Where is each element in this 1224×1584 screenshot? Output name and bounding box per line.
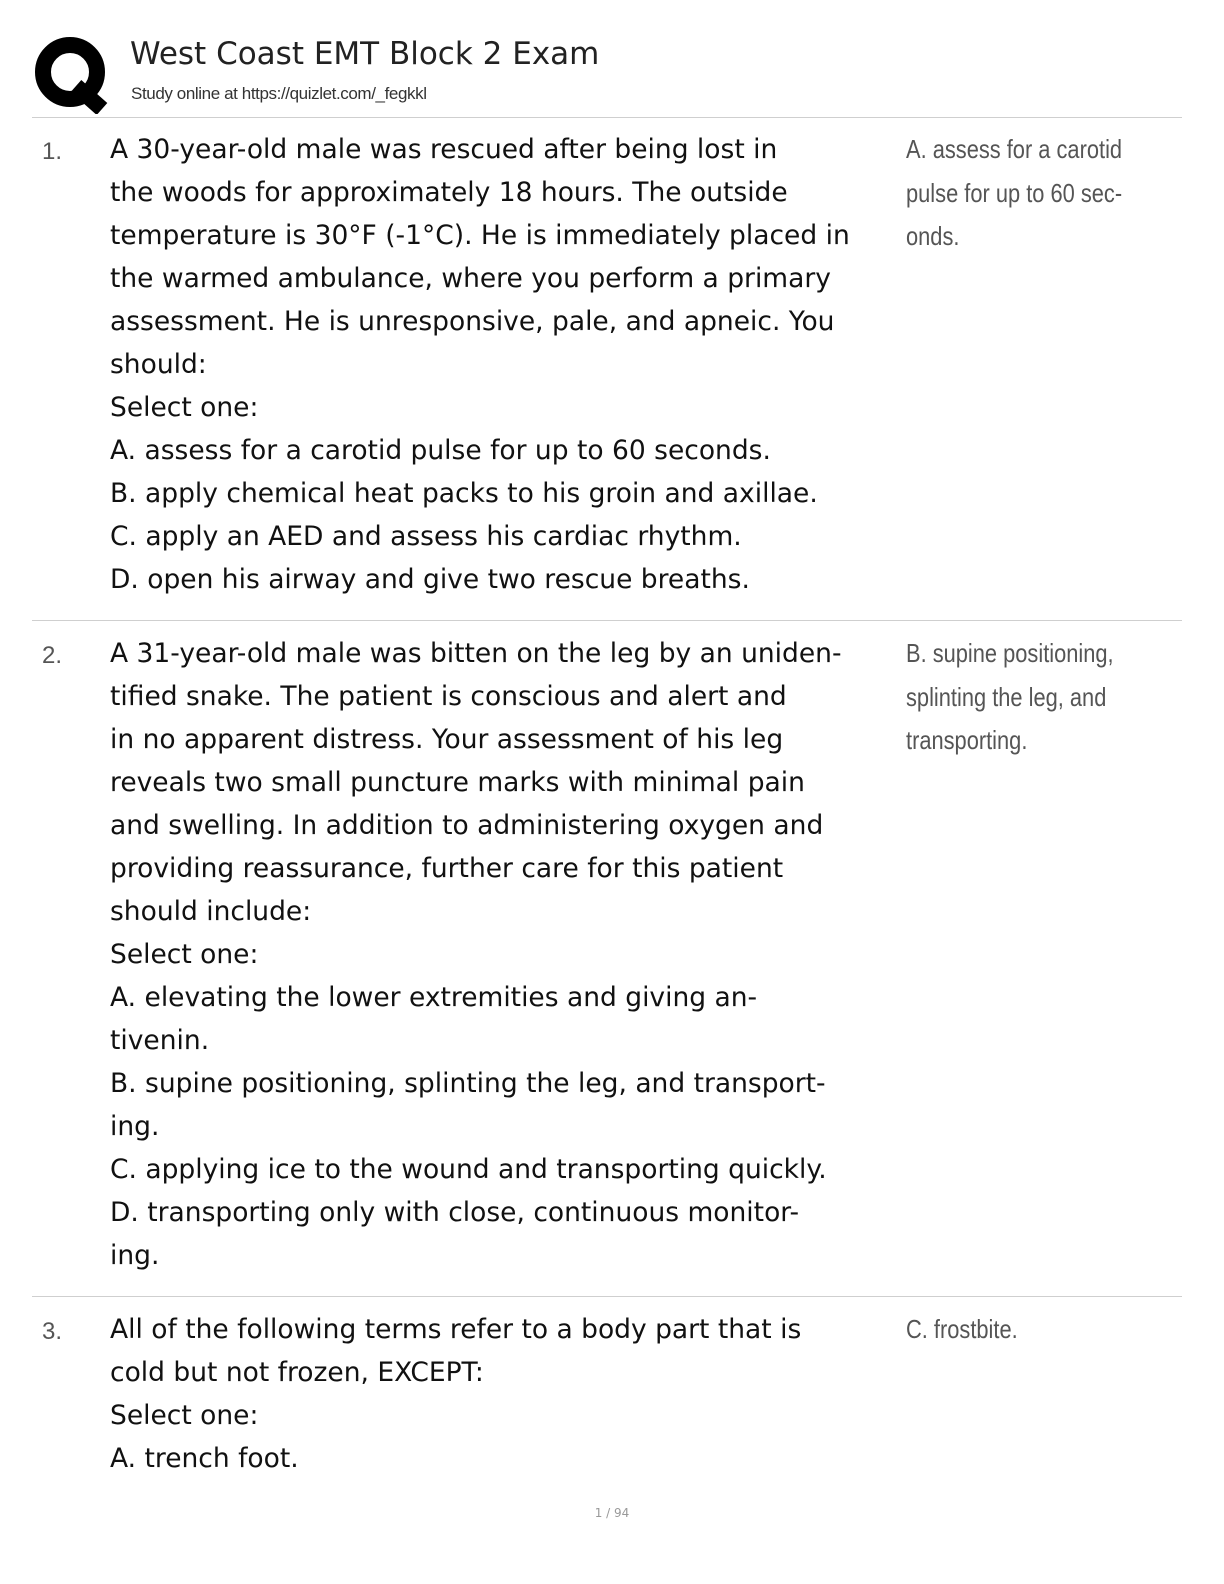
question-line: should: [110, 349, 207, 380]
option-b-continued: ing. [110, 1111, 160, 1142]
answer-line: B. supine positioning, [906, 638, 1114, 668]
study-online-link[interactable]: Study online at https://quizlet.com/_fegkkl [131, 84, 427, 103]
question-text [110, 128, 900, 601]
answer-text [906, 1308, 1116, 1352]
answer-line: C. frostbite. [906, 1314, 1018, 1344]
question-line: providing reassurance, further care for this patient [110, 853, 784, 884]
option-a-continued: tivenin. [110, 1025, 210, 1056]
option-d-continued: ing. [110, 1240, 160, 1271]
question-line: and swelling. In addition to administering oxygen and [110, 810, 824, 841]
question-line: tified snake. The patient is conscious and alert and [110, 681, 787, 712]
question-line: cold but not frozen, EXCEPT: [110, 1357, 484, 1388]
answer-line: pulse for up to 60 sec- [906, 177, 1123, 208]
option-b: B. apply chemical heat packs to his groin and axillae. [110, 478, 818, 509]
question-line: the warmed ambulance, where you perform a primary [110, 263, 831, 294]
document-title: West Coast EMT Block 2 Exam [130, 36, 600, 72]
option-a: A. assess for a carotid pulse for up to 60 seconds. [110, 435, 771, 466]
question-line: assessment. He is unresponsive, pale, and apneic. You [110, 306, 835, 337]
question-text [110, 632, 900, 1277]
option-d: D. transporting only with close, continuous monitor- [110, 1197, 800, 1228]
option-d: D. open his airway and give two rescue breaths. [110, 564, 750, 595]
select-one-label: Select one: [110, 939, 259, 970]
question-number: 3. [42, 1318, 63, 1345]
answer-line: onds. [906, 221, 960, 251]
select-one-label: Select one: [110, 392, 259, 423]
option-a: A. elevating the lower extremities and giving an- [110, 982, 758, 1013]
question-number: 2. [42, 642, 63, 669]
option-c: C. apply an AED and assess his cardiac rhythm. [110, 521, 742, 552]
option-b: B. supine positioning, splinting the leg, and transport- [110, 1068, 826, 1099]
answer-text [906, 632, 1116, 763]
answer-text [906, 128, 1123, 259]
option-a: A. trench foot. [110, 1443, 299, 1474]
divider [32, 620, 1182, 621]
question-text [110, 1308, 900, 1480]
question-line: should include: [110, 896, 312, 927]
question-number: 1. [42, 138, 63, 165]
question-line: reveals two small puncture marks with minimal pain [110, 767, 805, 798]
answer-line: A. assess for a carotid [906, 134, 1123, 164]
select-one-label: Select one: [110, 1400, 259, 1431]
quizlet-logo-icon [32, 34, 112, 114]
question-line: temperature is 30°F (-1°C). He is immediately placed in [110, 220, 850, 251]
divider [32, 117, 1182, 118]
question-line: in no apparent distress. Your assessment of his leg [110, 724, 784, 755]
page-number: 1 / 94 [594, 1506, 630, 1520]
answer-line: transporting. [906, 725, 1028, 755]
divider [32, 1296, 1182, 1297]
question-line: A 31-year-old male was bitten on the leg by an uniden- [110, 638, 842, 669]
option-c: C. applying ice to the wound and transporting quickly. [110, 1154, 827, 1185]
question-line: All of the following terms refer to a body part that is [110, 1314, 802, 1345]
question-line: A 30-year-old male was rescued after being lost in [110, 134, 778, 165]
answer-line: splinting the leg, and [906, 681, 1107, 712]
question-line: the woods for approximately 18 hours. The outside [110, 177, 788, 208]
